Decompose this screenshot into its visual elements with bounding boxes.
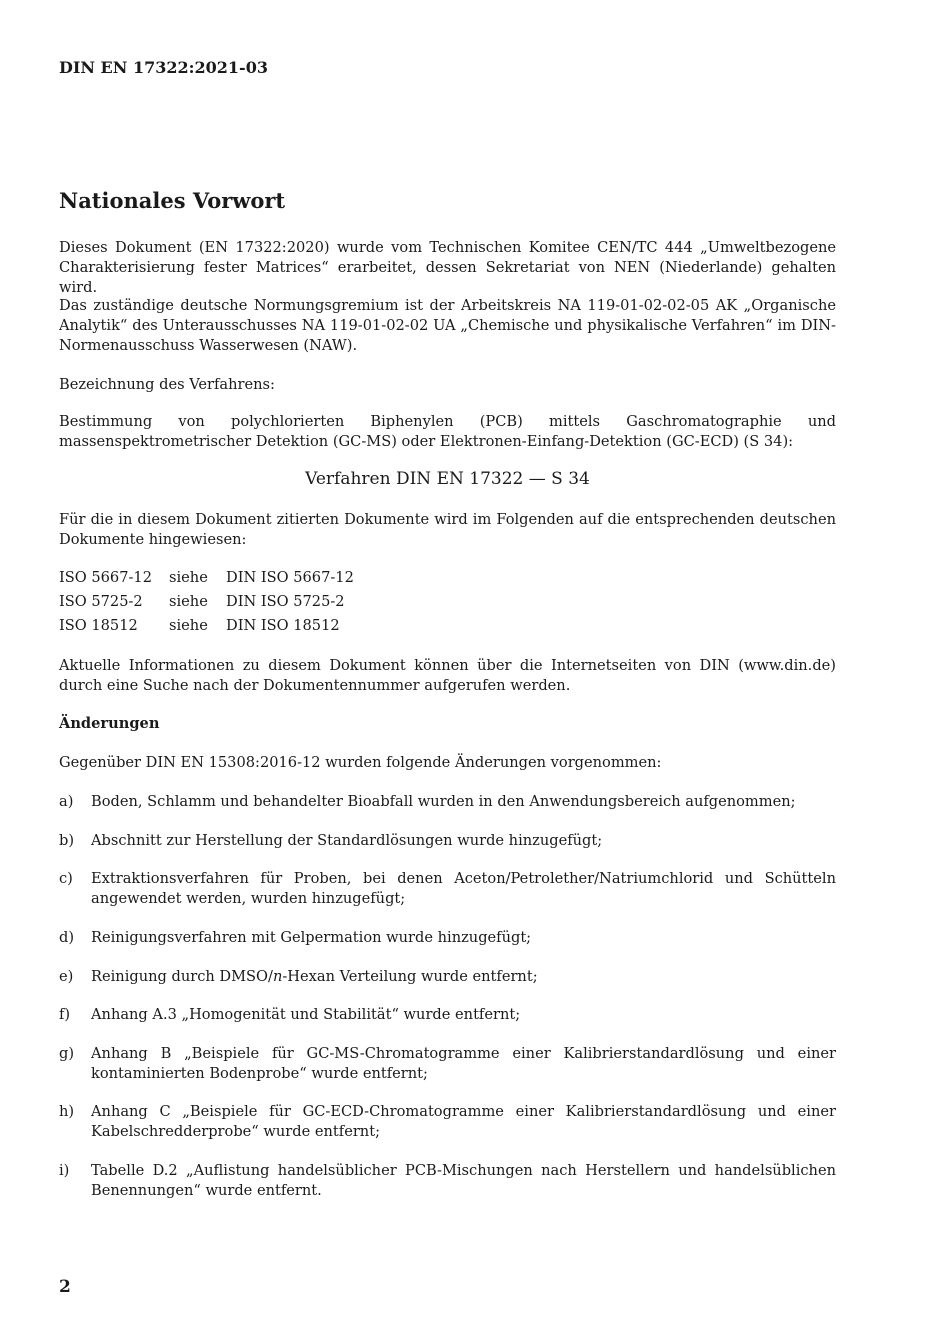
reference-din: DIN ISO 18512 <box>226 617 340 634</box>
list-item <box>59 1005 836 1025</box>
list-text <box>91 967 836 987</box>
list-item <box>59 967 836 987</box>
paragraph-din-info: Aktuelle Informationen zu diesem Dokument können über die Internetseiten von DIN (www.din.de) durch eine Suche nach der Dokumentennummer aufgerufen werden. <box>59 657 836 694</box>
list-text: Abschnitt zur Herstellung der Standardlösungen wurde hinzugefügt; <box>91 832 603 849</box>
reference-iso: ISO 5667-12 <box>59 569 153 586</box>
list-marker: c) <box>59 870 73 887</box>
list-marker: b) <box>59 832 75 849</box>
list-text: Tabelle D.2 „Auflistung handelsüblicher PCB-Mischungen nach Herstellern und handelsüblichen Benennungen“ wurde entfernt. <box>91 1162 836 1199</box>
list-text: Extraktionsverfahren für Proben, bei denen Aceton/Petrolether/Natriumchlorid und Schütteln angewendet werden, wurden hinzugefügt; <box>91 870 836 907</box>
reference-din: DIN ISO 5725-2 <box>226 593 345 610</box>
reference-row <box>59 592 345 612</box>
page-number: 2 <box>59 1277 71 1297</box>
list-item <box>59 831 836 851</box>
list-marker: i) <box>59 1162 70 1179</box>
list-item <box>59 869 836 909</box>
reference-see: siehe <box>169 569 208 586</box>
list-text: Anhang A.3 „Homogenität und Stabilität“ wurde entfernt; <box>91 1006 521 1023</box>
paragraph-method: Bestimmung von polychlorierten Biphenylen (PCB) mittels Gaschromatographie und massenspektrometrischer Detektion (GC-MS) oder Elektronen-Einfang-Detektion (GC-ECD) (S 34): <box>59 413 836 450</box>
page-title: Nationales Vorwort <box>59 188 286 213</box>
reference-din: DIN ISO 5667-12 <box>226 569 354 586</box>
list-marker: a) <box>59 793 74 810</box>
paragraph-committee: Dieses Dokument (EN 17322:2020) wurde vom Technischen Komitee CEN/TC 444 „Umweltbezogene Charakterisierung fester Matrices“ erarbeitet, dessen Sekretariat von NEN (Niederlande) gehalten wird. <box>59 239 836 296</box>
changes-heading: Änderungen <box>59 715 160 732</box>
list-item <box>59 1102 836 1142</box>
list-text-italic: n <box>272 968 283 985</box>
list-text: Anhang C „Beispiele für GC-ECD-Chromatogramme einer Kalibrierstandardlösung und einer Kabelschredderprobe“ wurde entfernt; <box>91 1103 836 1140</box>
reference-see: siehe <box>169 593 208 610</box>
list-marker: e) <box>59 968 74 985</box>
method-designation: Verfahren DIN EN 17322 — S 34 <box>305 469 590 489</box>
list-marker: h) <box>59 1103 75 1120</box>
document-code: DIN EN 17322:2021-03 <box>59 58 268 77</box>
list-marker: f) <box>59 1006 71 1023</box>
list-text-part: -Hexan Verteilung wurde entfernt; <box>282 968 538 985</box>
list-item <box>59 792 836 812</box>
paragraph-national-body: Das zuständige deutsche Normungsgremium ist der Arbeitskreis NA 119-01-02-02-05 AK „Organische Analytik“ des Unterausschusses NA 119-01-02-02 UA „Chemische und physikalische Verfahren“ im DIN-Normenausschuss Wasserwesen (NAW). <box>59 297 836 354</box>
list-text: Anhang B „Beispiele für GC-MS-Chromatogramme einer Kalibrierstandardlösung und einer kontaminierten Bodenprobe“ wurde entfernt; <box>91 1045 836 1082</box>
list-marker: d) <box>59 929 75 946</box>
reference-row <box>59 616 340 636</box>
list-text-part: Reinigung durch DMSO/ <box>91 968 273 985</box>
list-item <box>59 1161 836 1201</box>
paragraph-designation-label: Bezeichnung des Verfahrens: <box>59 376 275 393</box>
list-item <box>59 928 836 948</box>
list-text: Reinigungsverfahren mit Gelpermation wurde hinzugefügt; <box>91 929 532 946</box>
paragraph-references-intro: Für die in diesem Dokument zitierten Dokumente wird im Folgenden auf die entsprechenden deutschen Dokumente hingewiesen: <box>59 511 836 548</box>
reference-row <box>59 568 354 588</box>
list-item <box>59 1044 836 1084</box>
reference-iso: ISO 18512 <box>59 617 138 634</box>
changes-intro: Gegenüber DIN EN 15308:2016-12 wurden folgende Änderungen vorgenommen: <box>59 754 662 771</box>
list-text: Boden, Schlamm und behandelter Bioabfall wurden in den Anwendungsbereich aufgenommen; <box>91 793 796 810</box>
reference-iso: ISO 5725-2 <box>59 593 143 610</box>
reference-see: siehe <box>169 617 208 634</box>
list-marker: g) <box>59 1045 75 1062</box>
